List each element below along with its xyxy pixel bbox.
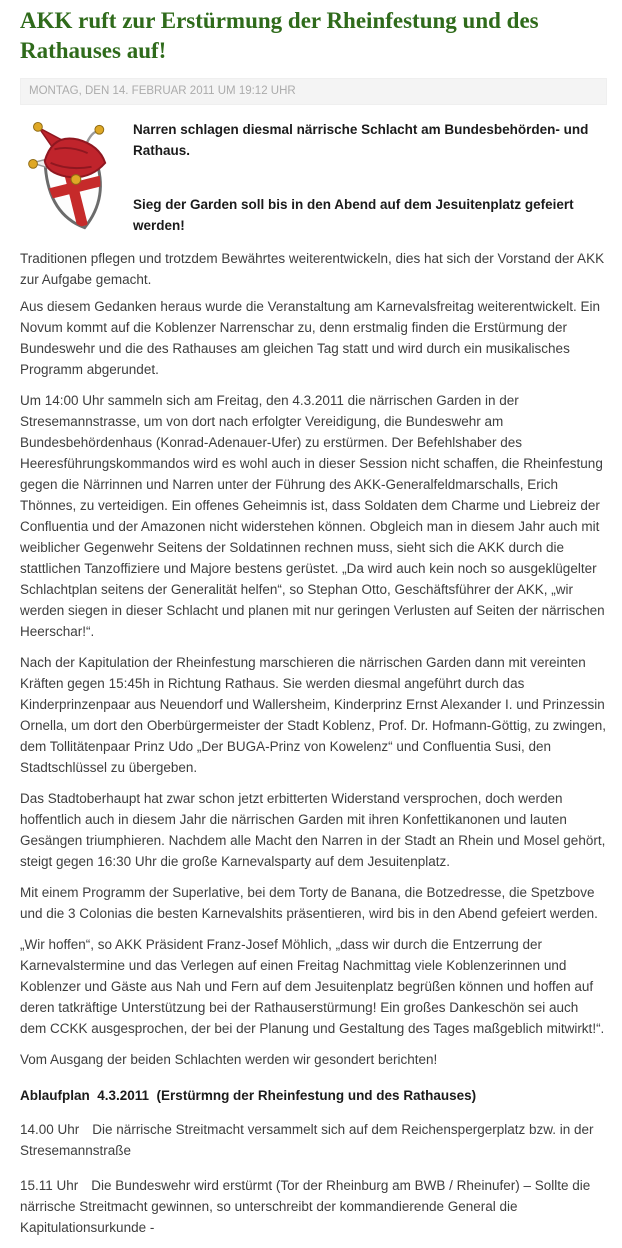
- intro-bold-line-2: Sieg der Garden soll bis in den Abend auf dem Jesuitenplatz gefeiert werden!: [133, 197, 574, 233]
- body-paragraph-1: Aus diesem Gedanken heraus wurde die Veranstaltung am Karnevalsfreitag weiterentwickelt. Ein Novum kommt auf die Koblenzer Narrenschar zu, denn erstmalig finden die Erstürmung der Bundeswehr und die des Rathauses am gleichen Tag statt und wird durch ein musikalisches Programm abgerundet.: [20, 299, 601, 377]
- schedule-text: Die närrische Streitmacht versammelt sich auf dem Reichenspergerplatz bzw. in der Stresemannstraße: [20, 1122, 594, 1158]
- schedule-item-1: [20, 1119, 607, 1161]
- date-bar: [20, 78, 607, 105]
- body-paragraph-2: Um 14:00 Uhr sammeln sich am Freitag, den 4.3.2011 die närrischen Garden in der Stresemannstrasse, um von dort nach erfolgter Vereidigung, die Bundeswehr am Bundesbehördenhaus (Konrad-Adenauer-Ufer) zu erstürmen. Der Befehlshaber des Heeresführungskommandos wird es wohl auch in dieser Session nicht schaffen, die Rheinfestung gegen die Närrinnen und Narren unter der Führung des AKK-Generalfeldmarschalls, Erich Thönnes, zu verteidigen. Ein offenes Geheimnis ist, dass Soldaten dem Charme und Liebreiz der Confluentia und der Amazonen nicht widerstehen können. Obgleich man in diesem Jahr auch mit weiblicher Gegenwehr Seitens der Soldatinnen rechnen muss, sieht sich die AKK durch die stattlichen Tanzoffiziere und Majore bestens gerüstet. „Da wird auch kein noch so ausgeklügelter Schlachtplan seitens der Generalität helfen“, so Stephan Otto, Geschäftsführer der AKK, „wir werden siegen in dieser Schlacht und planen mit nur geringen Verlusten auf Seiten der närrischen Heerschar!“.: [20, 393, 605, 639]
- schedule-text: Die Bundeswehr wird erstürmt (Tor der Rheinburg am BWB / Rheinufer) – Sollte die närrische Streitmacht gewinnen, so unterschreibt der kommandierende General die Kapitulationsurkunde -: [20, 1178, 591, 1235]
- body-paragraph-5: Mit einem Programm der Superlative, bei dem Torty de Banana, die Botzedresse, die Spetzbove und die 3 Colonias die besten Karnevalshits präsentieren, wird bis in den Abend gefeiert werden.: [20, 885, 598, 921]
- body-paragraph-3: Nach der Kapitulation der Rheinfestung marschieren die närrischen Garden dann mit vereinten Kräften gegen 15:45h in Richtung Rathaus. Sie werden diesmal angeführt durch das Kinderprinzenpaar aus Neuendorf und Wallersheim, Kinderprinz Ernst Alexander I. und Prinzessin Ornella, um dort den Oberbürgermeister der Stadt Koblenz, Prof. Dr. Hofmann-Göttig, zu zwingen, dem Tollitätenpaar Prinz Udo „Der BUGA-Prinz von Kowelenz“ und Confluentia Susi, den Stadtschlüssel zu übergeben.: [20, 655, 607, 775]
- intro-bold-line-1: Narren schlagen diesmal närrische Schlacht am Bundesbehörden- und Rathaus.: [133, 122, 589, 158]
- page-title: AKK ruft zur Erstürmung der Rheinfestung und des Rathauses auf!: [20, 8, 539, 63]
- date-text: MONTAG, DEN 14. FEBRUAR 2011 UM 19:12 UHR: [29, 85, 296, 97]
- schedule-heading: Ablaufplan 4.3.2011 (Erstürmng der Rheinfestung und des Rathauses): [20, 1088, 477, 1103]
- schedule-time: 14.00 Uhr: [20, 1122, 80, 1137]
- intro-section: [20, 118, 607, 290]
- schedule-item-2: [20, 1175, 607, 1238]
- body-paragraph-6: „Wir hoffen“, so AKK Präsident Franz-Josef Möhlich, „dass wir durch die Entzerrung der Karnevalstermine und das Verlegen auf einen Freitag Nachmittag viele Koblenzerinnen und Koblenzer und Gäste aus Nah und Fern auf dem Jesuitenplatz begrüßen können und hoffen auf deren tatkräftige Unterstützung bei der Rathauserstürmung! Ein großes Dankeschön sei auch dem CCKK ausgesprochen, der bei der Planung und Gestaltung des Tages maßgeblich mitwirkt!“.: [20, 937, 605, 1036]
- body-paragraph-7: Vom Ausgang der beiden Schlachten werden wir gesondert berichten!: [20, 1052, 438, 1067]
- jester-hat-shield-logo-icon: [26, 120, 121, 237]
- body-paragraph-4: Das Stadtoberhaupt hat zwar schon jetzt erbitterten Widerstand versprochen, doch werden hoffentlich auch in diesem Jahr die närrischen Garden mit ihren Konfettikanonen und lauten Gesängen triumphieren. Nachdem alle Macht den Narren in der Stadt an Rhein und Mosel gehört, steigt gegen 16:30 Uhr die große Karnevalsparty auf dem Jesuitenplatz.: [20, 791, 606, 869]
- schedule-time: 15.11 Uhr: [20, 1178, 79, 1193]
- intro-text: Traditionen pflegen und trotzdem Bewährtes weiterentwickeln, dies hat sich der Vorstand der AKK zur Aufgabe gemacht.: [20, 251, 605, 287]
